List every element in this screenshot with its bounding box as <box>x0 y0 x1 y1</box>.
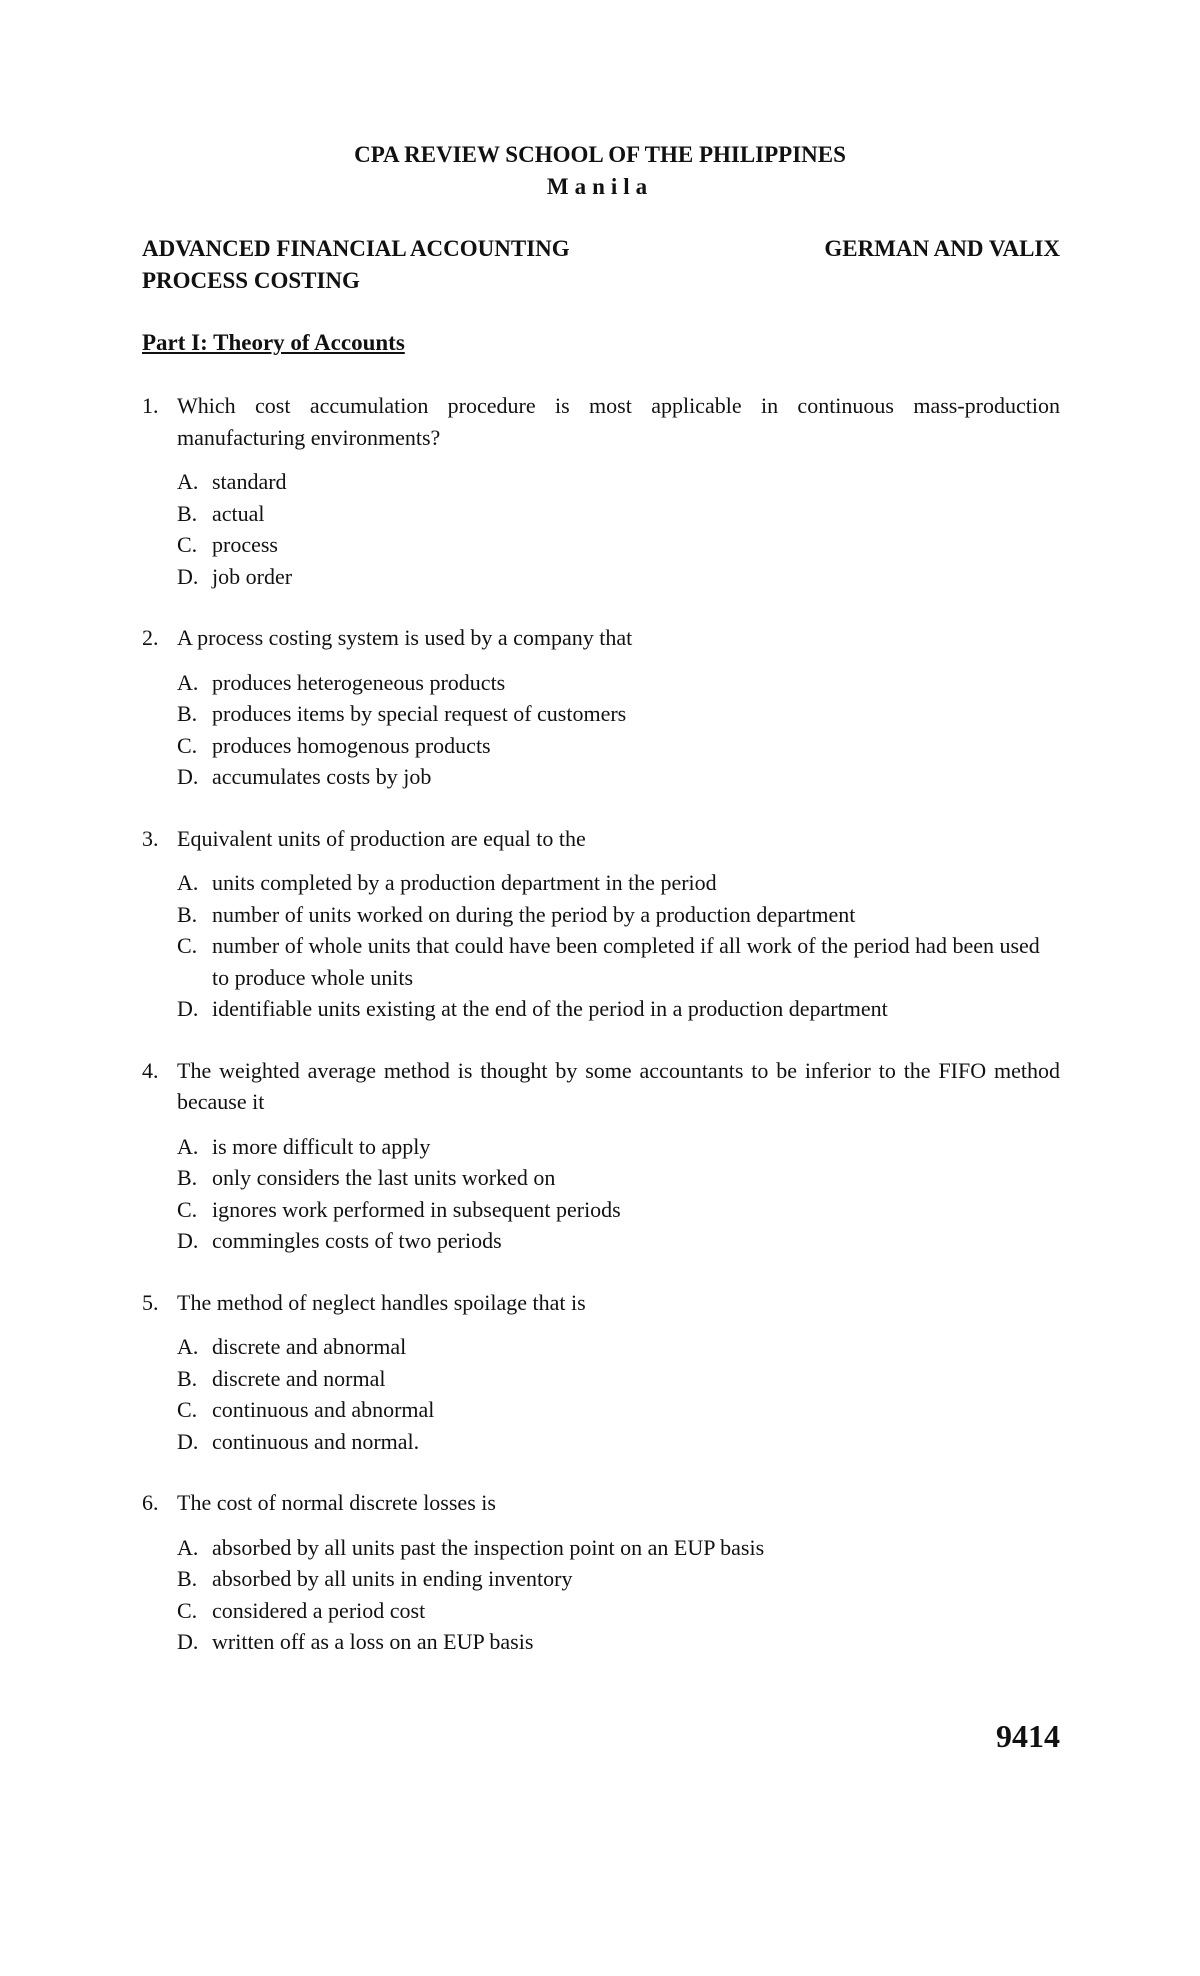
choice-text: process <box>212 532 278 557</box>
topic-title: PROCESS COSTING <box>142 268 360 293</box>
choice-letter: C. <box>177 933 198 958</box>
choice-text: ignores work performed in subsequent periods <box>212 1196 621 1222</box>
choice-letter: D. <box>177 1428 199 1454</box>
choice-letter: B. <box>177 701 198 726</box>
choice-letter: A. <box>177 1534 199 1560</box>
question-text: The weighted average method is thought by some accountants to be inferior to the FIFO method because it <box>177 1057 1060 1114</box>
choice-b <box>177 1162 1060 1194</box>
choice-text: accumulates costs by job <box>212 764 432 789</box>
choice-text: only considers the last units worked on <box>212 1165 556 1190</box>
choice-letter: C. <box>177 1597 198 1623</box>
part-heading: Part I: Theory of Accounts <box>142 330 405 355</box>
choice-b <box>177 1363 1060 1395</box>
choice-c <box>177 930 1060 993</box>
choice-list <box>177 1532 1060 1658</box>
choice-text: continuous and abnormal <box>212 1397 435 1422</box>
choice-letter: A. <box>177 669 199 695</box>
choice-letter: C. <box>177 1397 198 1422</box>
choice-list <box>177 466 1060 592</box>
school-title: CPA REVIEW SCHOOL OF THE PHILIPPINES <box>354 142 846 167</box>
question-2 <box>142 622 1060 793</box>
choice-text: considered a period cost <box>212 1597 426 1623</box>
question-6 <box>142 1487 1060 1658</box>
choice-letter: D. <box>177 563 199 589</box>
choice-d <box>177 1225 1060 1257</box>
choice-text: is more difficult to apply <box>212 1133 431 1159</box>
question-1 <box>142 390 1060 592</box>
question-number: 1. <box>142 393 159 418</box>
question-5 <box>142 1287 1060 1458</box>
question-text: Equivalent units of production are equal to the <box>177 825 586 851</box>
choice-text: discrete and normal <box>212 1365 386 1391</box>
question-text: Which cost accumulation procedure is most applicable in continuous mass-production manufacturing environments? <box>177 393 1060 450</box>
question-number: 4. <box>142 1057 159 1083</box>
choice-list <box>177 667 1060 793</box>
question-number: 3. <box>142 825 159 851</box>
choice-letter: B. <box>177 500 198 526</box>
choice-d <box>177 1626 1060 1658</box>
question-number: 6. <box>142 1490 159 1515</box>
question-text: The cost of normal discrete losses is <box>177 1490 496 1515</box>
choice-letter: B. <box>177 1566 198 1591</box>
choice-letter: A. <box>177 1133 199 1159</box>
choice-text: discrete and abnormal <box>212 1334 407 1359</box>
choice-letter: A. <box>177 1334 199 1359</box>
choice-text: continuous and normal. <box>212 1428 420 1454</box>
course-title: ADVANCED FINANCIAL ACCOUNTING <box>142 236 570 261</box>
choice-c <box>177 1394 1060 1426</box>
choice-text: standard <box>212 469 287 494</box>
choice-letter: C. <box>177 1196 198 1222</box>
choice-letter: B. <box>177 1165 198 1190</box>
choice-letter: D. <box>177 1629 199 1654</box>
choice-letter: D. <box>177 1228 199 1253</box>
choice-c <box>177 730 1060 762</box>
choice-a <box>177 466 1060 498</box>
choice-text: job order <box>212 563 293 589</box>
choice-text: number of whole units that could have been completed if all work of the period had been used to produce whole units <box>212 933 1040 990</box>
choice-d <box>177 993 1060 1025</box>
question-number: 5. <box>142 1289 159 1315</box>
choice-text: produces homogenous products <box>212 732 491 758</box>
choice-d <box>177 761 1060 793</box>
choice-letter: A. <box>177 870 199 895</box>
choice-letter: C. <box>177 532 198 557</box>
choice-b <box>177 698 1060 730</box>
choice-c <box>177 529 1060 561</box>
choice-text: units completed by a production department in the period <box>212 870 717 895</box>
question-text: A process costing system is used by a company that <box>177 625 633 650</box>
choice-a <box>177 1532 1060 1564</box>
choice-a <box>177 1131 1060 1163</box>
page-number: 9414 <box>996 1718 1060 1754</box>
choice-text: produces heterogeneous products <box>212 669 506 695</box>
choice-text: actual <box>212 500 265 526</box>
question-number: 2. <box>142 625 159 650</box>
authors: GERMAN AND VALIX <box>824 236 1060 261</box>
choice-letter: B. <box>177 901 198 927</box>
choice-d <box>177 561 1060 593</box>
choice-text: number of units worked on during the period by a production department <box>212 901 856 927</box>
choice-list <box>177 1131 1060 1257</box>
choice-a <box>177 667 1060 699</box>
choice-text: absorbed by all units past the inspection point on an EUP basis <box>212 1534 765 1560</box>
city-subtitle: Manila <box>546 174 654 199</box>
choice-a <box>177 1331 1060 1363</box>
choice-letter: C. <box>177 732 198 758</box>
choice-a <box>177 867 1060 899</box>
choice-text: commingles costs of two periods <box>212 1228 502 1253</box>
choice-d <box>177 1426 1060 1458</box>
choice-text: absorbed by all units in ending inventory <box>212 1566 573 1591</box>
choice-list <box>177 867 1060 1025</box>
choice-letter: B. <box>177 1365 198 1391</box>
choice-letter: D. <box>177 764 199 789</box>
question-3 <box>142 823 1060 1025</box>
question-4 <box>142 1055 1060 1257</box>
question-list <box>142 390 1060 1688</box>
question-text: The method of neglect handles spoilage that is <box>177 1289 586 1315</box>
choice-b <box>177 899 1060 931</box>
choice-b <box>177 498 1060 530</box>
choice-b <box>177 1563 1060 1595</box>
choice-text: produces items by special request of customers <box>212 701 627 726</box>
choice-text: written off as a loss on an EUP basis <box>212 1629 534 1654</box>
choice-list <box>177 1331 1060 1457</box>
choice-text: identifiable units existing at the end of the period in a production department <box>212 996 888 1021</box>
choice-letter: A. <box>177 469 199 494</box>
choice-letter: D. <box>177 996 199 1021</box>
choice-c <box>177 1595 1060 1627</box>
choice-c <box>177 1194 1060 1226</box>
